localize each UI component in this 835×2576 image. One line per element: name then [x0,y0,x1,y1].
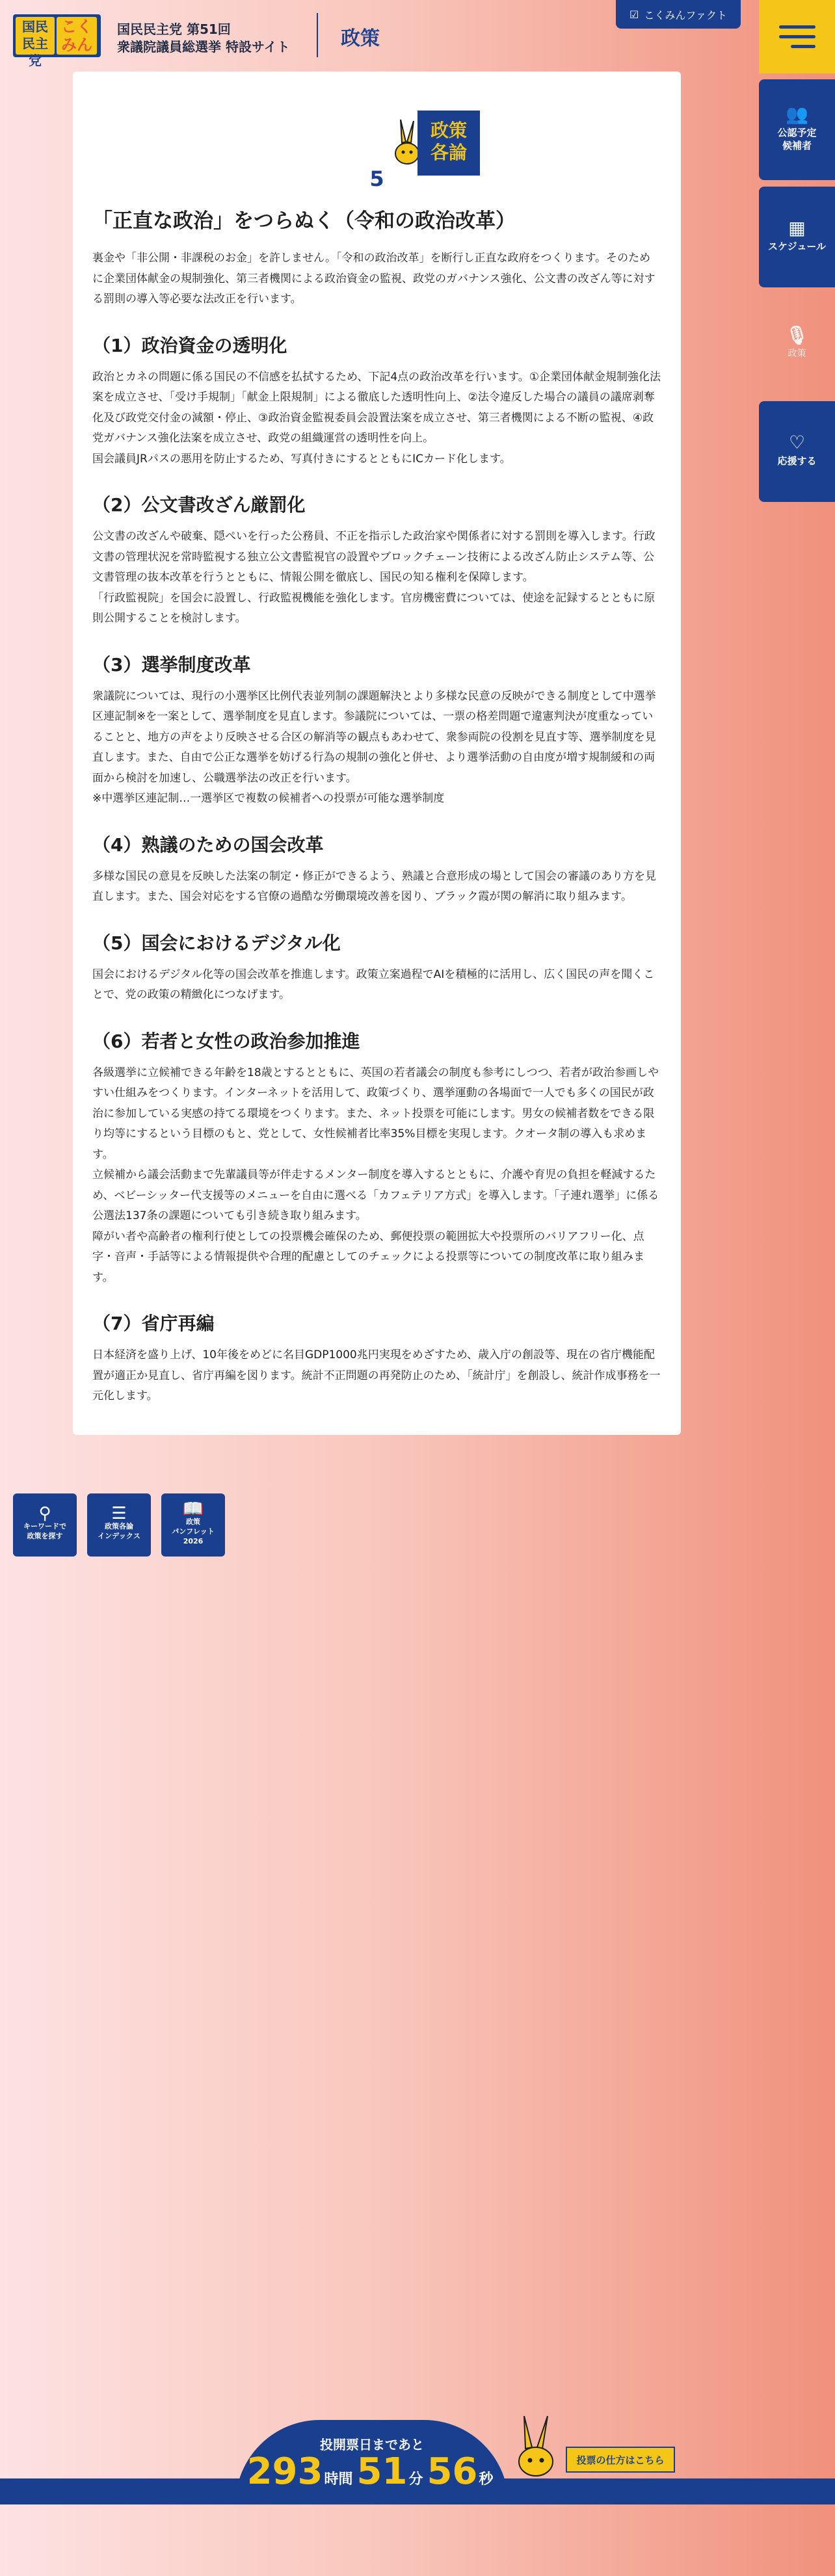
policy-content [92,208,661,1407]
logo-party-name: 国民民主党 [16,17,55,55]
countdown-minutes: 51 [356,2451,408,2493]
countdown-seconds-unit: 秒 [479,2471,494,2488]
section-heading: （7）省庁再編 [92,1313,215,1334]
policy-index-button[interactable] [87,1493,151,1557]
header-divider [317,13,318,57]
badge-line1: 政策 [430,120,467,141]
section-body: 日本経済を盛り上げ、10年後をめどに名目GDP1000兆円実現をめざすため、歳入庁の創設等、現在の省庁機能配置が適正か見直し、省庁再編を図ります。統計不正問題の再発防止のため、「統計庁」を創設し、統計作成事務を一元化します。 [92,1348,661,1402]
section-heading: （1）政治資金の透明化 [92,334,287,356]
site-title[interactable] [117,21,290,56]
site-header [0,0,835,72]
countdown-timer [235,2452,509,2491]
policy-pamphlet-button[interactable] [161,1493,225,1557]
sidenav-label: 応援する [777,454,817,467]
people-icon: 👥 [786,103,808,125]
search-icon: ⚲ [38,1504,51,1523]
section-heading: （4）熟議のための国会改革 [92,834,324,856]
logo-kokumin: こくみん [57,17,97,55]
section-body: 政治とカネの問題に係る国民の不信感を払拭するため、下記4点の政治改革を行います。①企業団体献金規制強化法案を成立させ、「受け手規制」「献金上限規制」による徹底した透明性向上、②法令違反した場合の議員の議席剥奪化及び政党交付金の減額・停止、③政治資金監視委員会設置法案を成立させ、第三者機関による不断の監視、④政党ガバナンス強化法案を成立させ、政党の組織運営の透明性を向上。 国会議員JRパスの悪用を防止するため、写真付きにするとともにICカード化します。 [92,370,661,466]
mascot-icon [510,2413,562,2478]
calendar-icon: ▦ [788,217,806,239]
button-label: インデックス [98,1532,140,1540]
section-heading: （6）若者と女性の政治参加推進 [92,1030,360,1052]
sidenav-label: 政策 [788,348,806,359]
kokumin-fact-button[interactable] [616,0,741,29]
button-label: 政策各論 [105,1522,133,1531]
button-label: 政策 [186,1517,200,1526]
site-title-line2: 衆議院議員総選挙 特設サイト [117,39,290,55]
book-icon: 📖 [182,1499,204,1519]
keyword-search-button[interactable] [13,1493,77,1557]
policy-card [73,72,681,1435]
sidenav-item-schedule[interactable] [759,187,835,287]
document-icon: ☰ [111,1504,127,1523]
site-title-line1: 国民民主党 第51回 [117,21,231,37]
sidenav-label: 候補者 [782,139,812,151]
policy-intro: 裏金や「非公開・非課税のお金」を許しません。「令和の政治改革」を断行し正直な政府をつくります。そのために企業団体献金の規制強化、第三者機関による政治資金の監視、政党のガバナンス強化、公文書の改ざん等に対する罰則の導入等必要な法改正を行います。 [92,252,656,306]
policy-number: 5 [369,166,384,191]
section-body: 衆議院については、現行の小選挙区比例代表並列制の課題解決とより多様な民意の反映ができる制度として中選挙区連記制※を一案として、選挙制度を見直します。参議院については、一票の格差問題で違憲判決が度重なっていることと、地方の声をより反映させる合区の解消等の観点もあわせて、衆参両院の役割を見直す等、選挙制度を見直します。また、自由で公正な選挙を妨げる行為の規制の強化と併せ、より選挙活動の自由度が増す規制緩和の両面から検討を加速し、公職選挙法の改正を行います。 ※中選挙区連記制…一選挙区で複数の候補者への投票が可能な選挙制度 [92,689,656,805]
bottom-quick-buttons [13,1493,225,1557]
checkbox-icon: ☑ [629,8,639,21]
hamburger-menu-button[interactable] [759,0,835,73]
section-body: 公文書の改ざんや破棄、隠ぺいを行った公務員、不正を指示した政治家や関係者に対する罰則を導入します。行政文書の管理状況を常時監視する独立公文書監視官の設置やブロックチェーン技術による改ざん防止システム等、公文書管理の抜本改革を行うとともに、情報公開を徹底し、国民の知る権利を保障します。 「行政監視院」を国会に設置し、行政監視機能を強化します。官房機密費については、使途を記録するとともに原則公開することを検討します。 [92,530,656,625]
button-label: パンフレット [172,1527,215,1536]
sidenav-item-candidates[interactable] [759,79,835,180]
policy-kakuron-badge [418,111,480,176]
section-title: 政策 [341,27,380,50]
policy-title: 「正直な政治」をつらぬく（令和の政治改革） [92,209,516,233]
countdown-hours-unit: 時間 [324,2471,353,2488]
policy-badge-area [307,91,467,163]
section-body: 多様な国民の意見を反映した法案の制定・修正ができるよう、熟議と合意形成の場として国会の審議のあり方を見直します。また、国会対応をする官僚の過酷な労働環境改善を図り、ブラック霞が関の解消に取り組みます。 [92,869,656,903]
countdown-seconds: 56 [427,2451,478,2493]
sidenav-item-policy[interactable] [759,294,835,395]
button-label: キーワードで [23,1522,66,1531]
menu-line-icon [779,25,815,29]
button-label: 政策を探す [27,1532,63,1540]
party-logo[interactable] [13,14,101,68]
kokumin-fact-label: こくみんファクト [644,8,728,21]
how-to-vote-button[interactable]: 投票の仕方はこちら [566,2447,675,2473]
policy-sections [92,334,661,1407]
menu-line-icon [791,45,815,48]
sidenav-item-support[interactable] [759,401,835,502]
section-body: 国会におけるデジタル化等の国会改革を推進します。政策立案過程でAIを積極的に活用し、広く国民の声を聞くことで、党の政策の精緻化につなげます。 [92,967,655,1001]
sidenav-label: スケジュール [767,240,827,252]
section-body: 各級選挙に立候補できる年齢を18歳とするとともに、英国の若者議会の制度も参考にしつつ、若者が政治参画しやすい仕組みをつくります。インターネットを活用して、政策づくり、選挙運動の各場面で一人でも多くの国民が政治に参加している実感の持てる環境をつくります。また、ネット投票を可能にします。男女の候補者数をできる限り均等にするという目標のもと、党として、女性候補者比率35%目標を実現します。クオータ制の導入も求めます。 立候補から議会活動まで先輩議員等が伴走するメンター制度を導入するとともに、介護や育児の負担を軽減するため、ベビーシッター代支援等のメニューを自由に選べる「カフェテリア方式」を導入します。「子連れ選挙」に係る公選法137条の課題についても引き続き取り組みます。 障がい者や高齢者の権利行使としての投票機会確保のため、郵便投票の範囲拡大や投票所のバリアフリー化、点字・音声・手話等による情報提供や合理的配慮としてのチェックによる投票等についての制度改革に取り組みます。 [92,1066,659,1284]
microphone-icon: 🎙 [785,324,809,346]
countdown-minutes-unit: 分 [408,2471,423,2488]
button-label: 2026 [183,1536,204,1545]
section-heading: （3）選挙制度改革 [92,653,251,676]
badge-line2: 各論 [430,142,467,163]
section-heading: （2）公文書改ざん厳罰化 [92,494,306,516]
sidenav-label: 公認予定 [777,126,817,138]
countdown-hours: 293 [246,2451,323,2493]
side-nav [759,79,835,508]
menu-line-icon [779,35,815,38]
countdown-label: 投開票日まであと [320,2437,424,2452]
heart-hand-icon: ♡ [788,431,806,453]
section-heading: （5）国会におけるデジタル化 [92,932,341,954]
